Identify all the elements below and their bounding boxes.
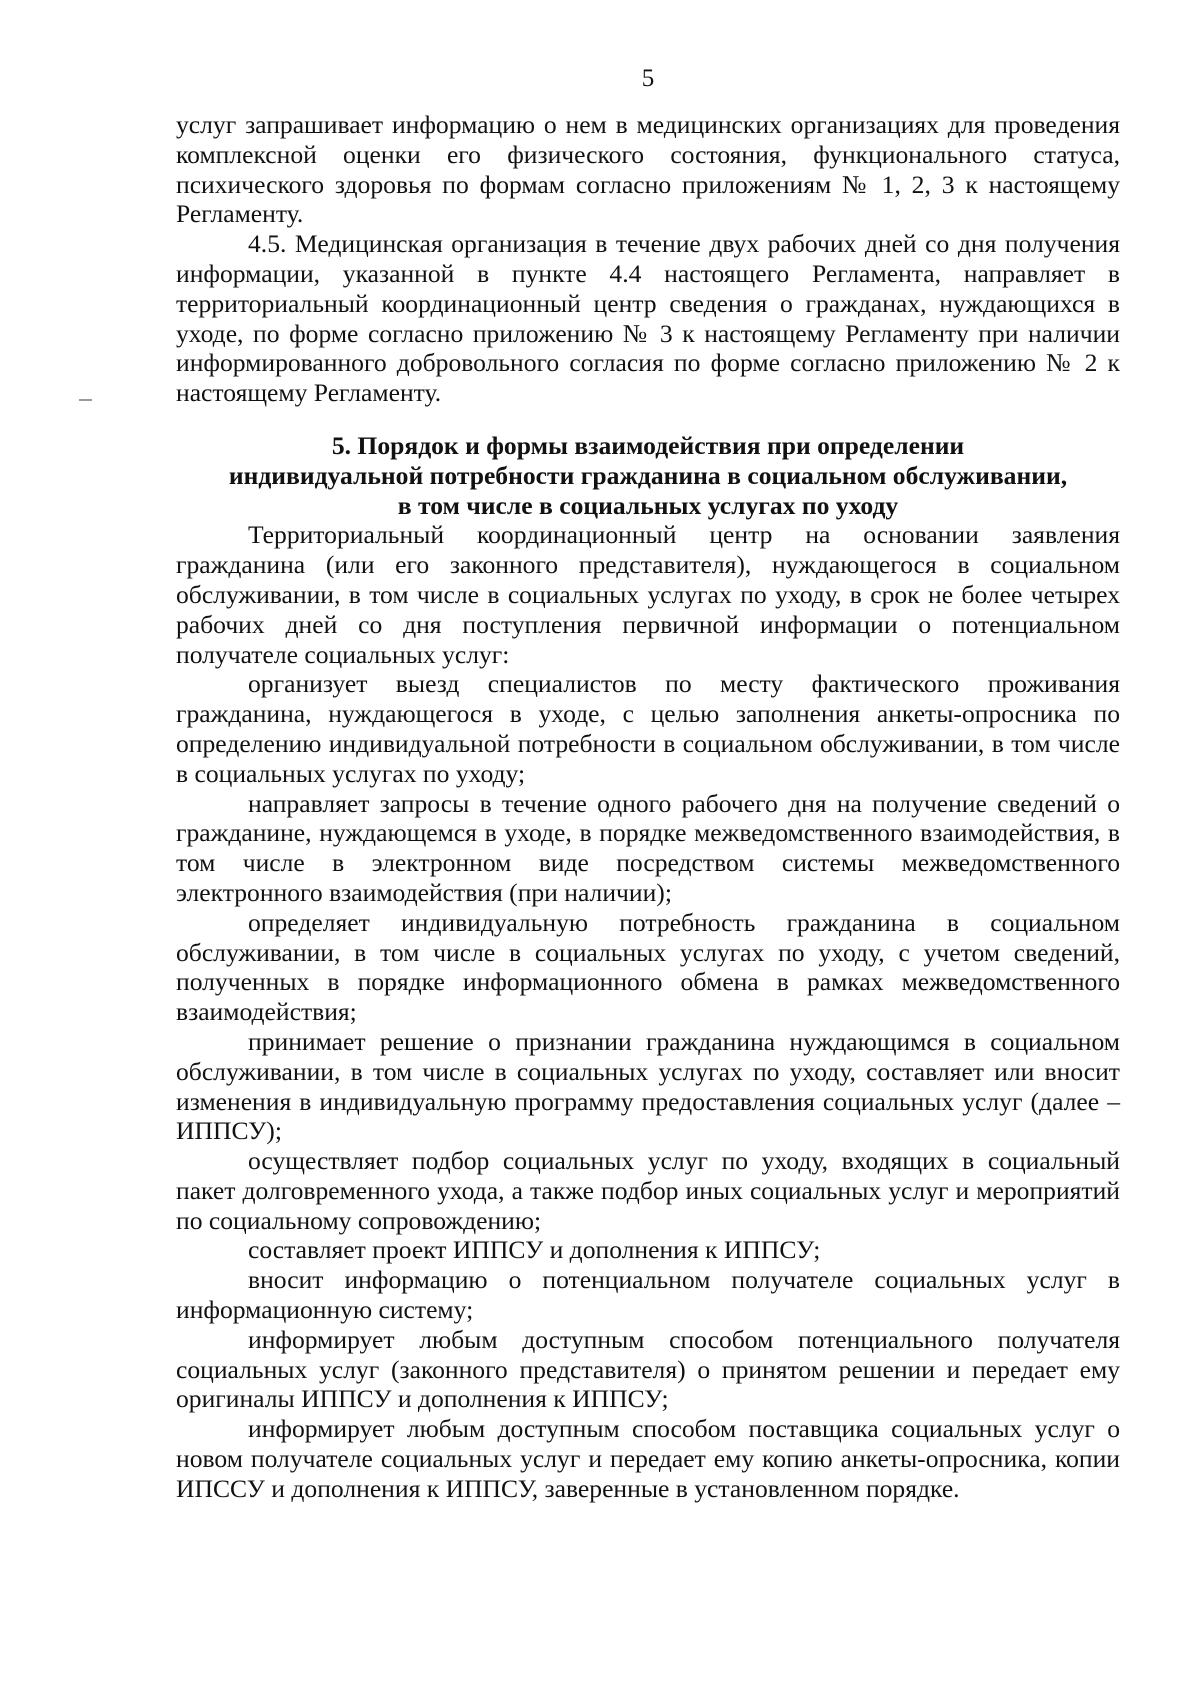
document-body	[176, 110, 1120, 1504]
paragraph-continuation: услуг запрашивает информацию о нем в медицинских организациях для проведения комплексной оценки его физического состояния, функционального статуса, психического здоровья по формам согласно приложениям № 1, 2, 3 к настоящему Регламенту.	[176, 110, 1120, 229]
paragraph-list-item: осуществляет подбор социальных услуг по уходу, входящих в социальный пакет долговременного ухода, а также подбор иных социальных услуг и мероприятий по социальному сопровождению;	[176, 1146, 1120, 1235]
paragraph-list-item: составляет проект ИППСУ и дополнения к ИППСУ;	[248, 1235, 821, 1265]
paragraph-list-item: принимает решение о признании гражданина нуждающимся в социальном обслуживании, в том числе в социальных услугах по уходу, составляет или вносит изменения в индивидуальную программу предоставления социальных услуг (далее – ИППСУ);	[176, 1026, 1120, 1146]
paragraph-list-item: вносит информацию о потенциальном получателе социальных услуг в информационную систему;	[176, 1265, 1120, 1325]
section-heading-line: в том числе в социальных услугах по уходу	[397, 490, 899, 520]
page-number: 5	[641, 65, 655, 92]
paragraph-list-item: информирует любым доступным способом поставщика социальных услуг о новом получателе социальных услуг и передает ему копию анкеты-опросника, копии ИПССУ и дополнения к ИППСУ, заверенные в установленном порядке.	[176, 1414, 1120, 1503]
section-heading-line: 5. Порядок и формы взаимодействия при определении	[331, 430, 965, 460]
paragraph-4-5: 4.5. Медицинская организация в течение двух рабочих дней со дня получения информации, указанной в пункте 4.4 настоящего Регламента, направляет в территориальный координационный центр сведения о гражданах, нуждающихся в уходе, по форме согласно приложению № 3 к настоящему Регламенту при наличии информированного добровольного согласия по форме согласно приложению № 2 к настоящему Регламенту.	[176, 229, 1120, 408]
paragraph-list-item: направляет запросы в течение одного рабочего дня на получение сведений о гражданине, нуждающемся в уходе, в порядке межведомственного взаимодействия, в том числе в электронном виде посредством системы межведомственного электронного взаимодействия (при наличии);	[176, 788, 1120, 907]
section-heading-line: индивидуальной потребности гражданина в социальном обслуживании,	[228, 460, 1068, 490]
paragraph-intro: Территориальный координационный центр на основании заявления гражданина (или его законного представителя), нуждающегося в социальном обслуживании, в том числе в социальных услугах по уходу, в срок не более четырех рабочих дней со дня поступления первичной информации о потенциальном получателе социальных услуг:	[176, 520, 1120, 669]
section-heading	[176, 431, 1120, 520]
paragraph-list-item: организует выезд специалистов по месту фактического проживания гражданина, нуждающегося в уходе, с целью заполнения анкеты-опросника по определению индивидуальной потребности в социальном обслуживании, в том числе в социальных услугах по уходу;	[176, 669, 1120, 788]
paragraph-list-item: информирует любым доступным способом потенциального получателя социальных услуг (законного представителя) о принятом решении и передает ему оригиналы ИППСУ и дополнения к ИППСУ;	[176, 1324, 1120, 1414]
paragraph-list-item: определяет индивидуальную потребность гражданина в социальном обслуживании, в том числе в социальных услугах по уходу, с учетом сведений, полученных в порядке информационного обмена в рамках межведомственного взаимодействия;	[176, 907, 1120, 1027]
scan-artifact-mark	[79, 399, 92, 401]
